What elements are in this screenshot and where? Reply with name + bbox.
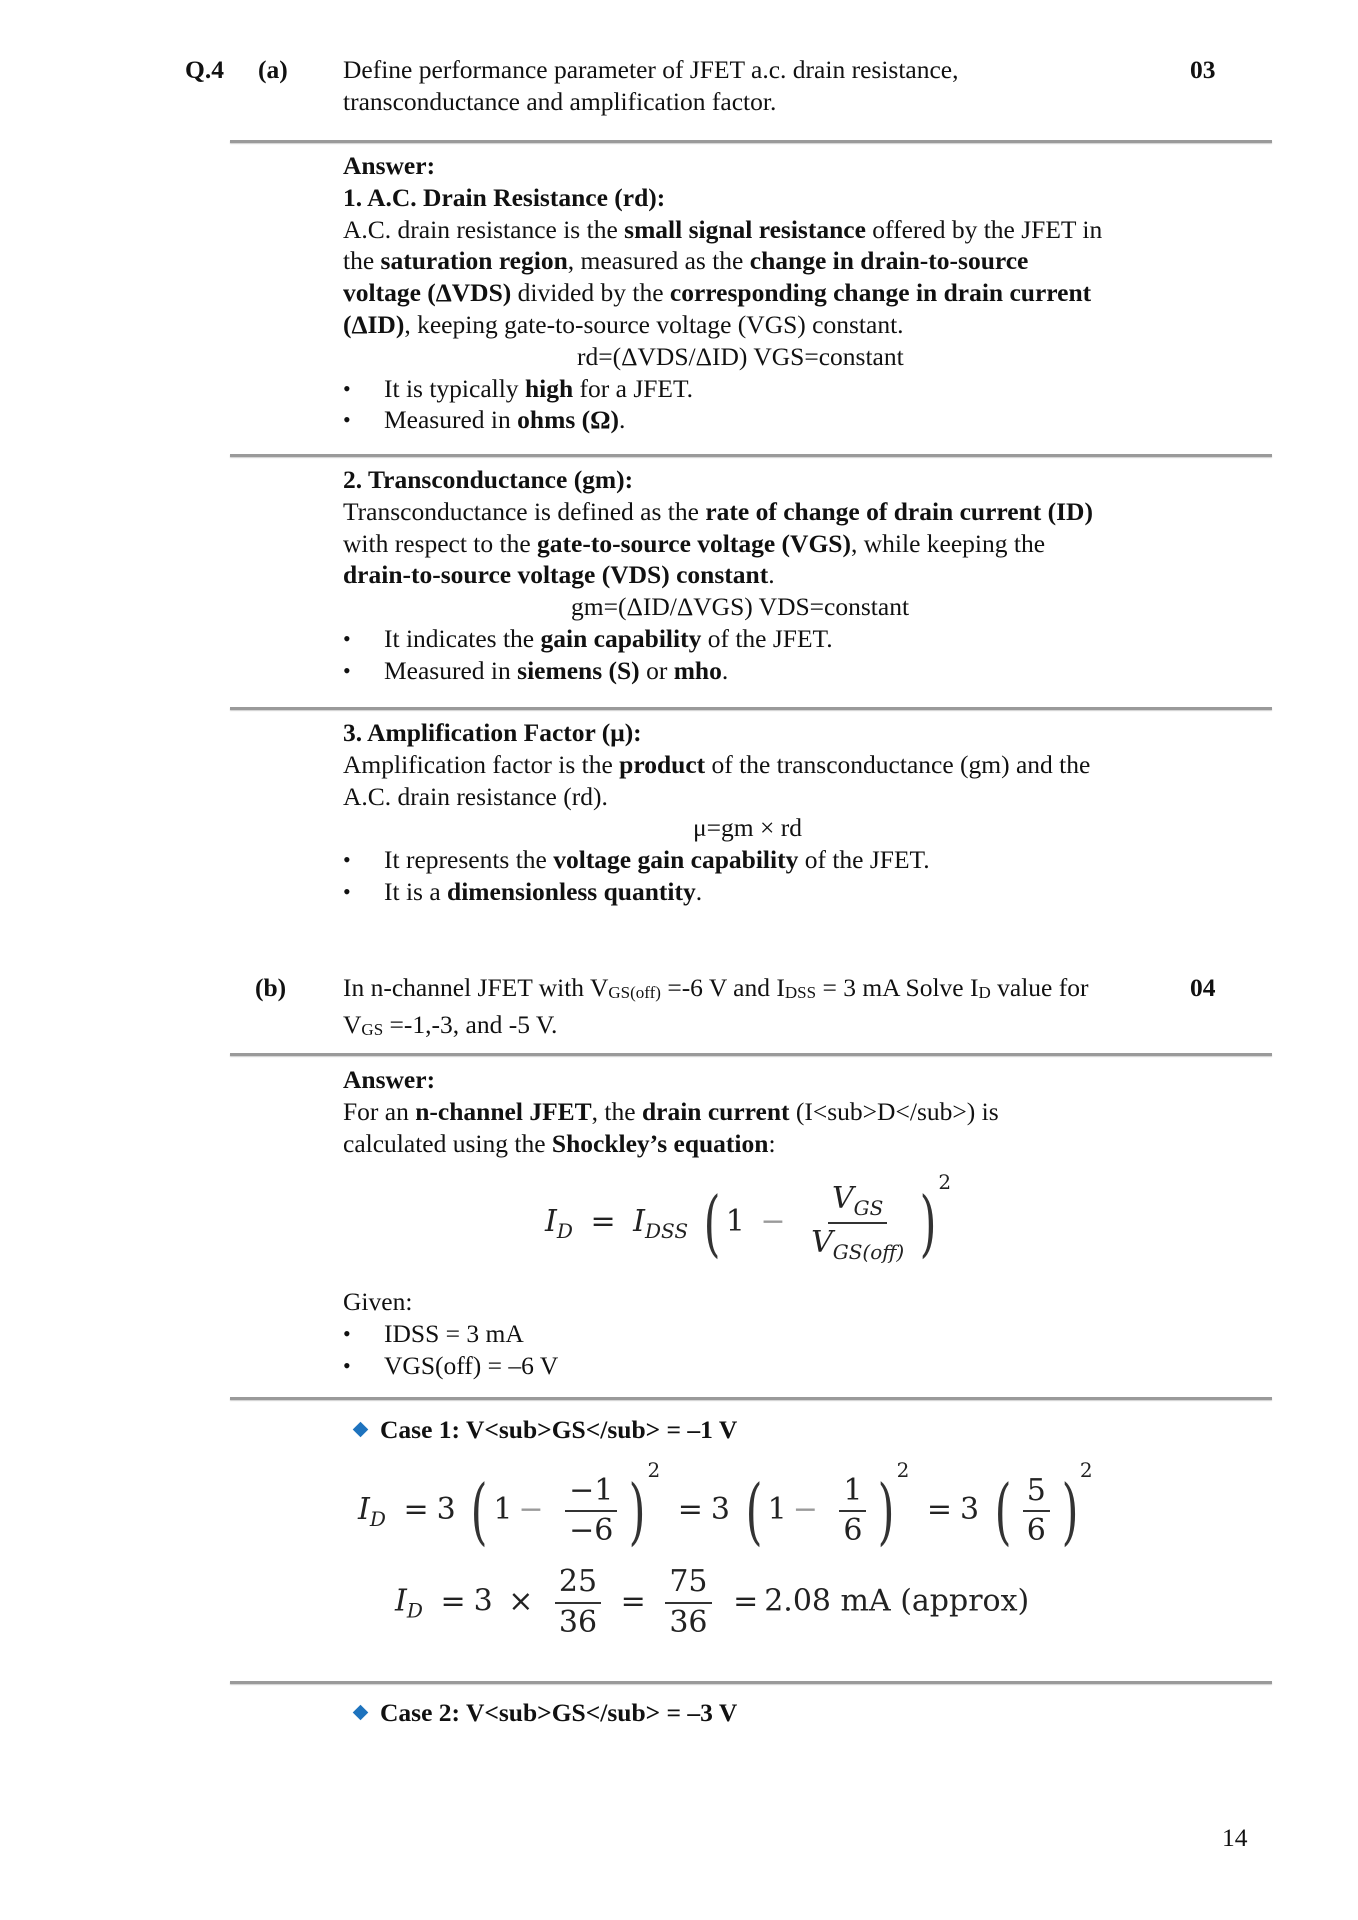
shockley-equation: $I_D = I_{DSS}$ ( 1 − $\frac{V_{GS}}{V_{GS(off)}}$ )$^2$ xyxy=(545,1170,952,1265)
divider xyxy=(230,140,1272,143)
case-1-title: Case 1: V<sub>GS</sub> = –1 V xyxy=(355,1414,737,1446)
part-b-question xyxy=(343,972,1089,1046)
list-item: • VGS(off) = –6 V xyxy=(343,1350,1243,1382)
answer-section-2 xyxy=(343,464,1243,687)
list-item: • Measured in ohms (Ω). xyxy=(343,404,1243,436)
list-item: • IDSS = 3 mA xyxy=(343,1318,1243,1350)
divider xyxy=(230,1397,1272,1400)
part-b-intro-line: For an n-channel JFET, the drain current (I<sub>D</sub>) is xyxy=(343,1096,999,1126)
case-1-equation-2: $I_D = 3$ × $\frac{25}{36}$ = $\frac{75}{36}$ = 2.08 mA (approx) xyxy=(395,1564,1030,1640)
section-2-heading: 2. Transconductance (gm): xyxy=(343,465,634,494)
part-b-question-line1: In n-channel JFET with $V_{GS(off)} =-6$ V and $I_{DSS} = 3$ mA Solve $I_D$ value for xyxy=(343,973,1089,1002)
divider xyxy=(230,707,1272,710)
diamond-bullet-icon xyxy=(353,1705,369,1721)
section-1-paragraph-line: voltage (ΔVDS) divided by the corresponding change in drain current xyxy=(343,278,1092,308)
section-3-paragraph-line: Amplification factor is the product of the transconductance (gm) and the xyxy=(343,749,1091,779)
section-1-paragraph-line: (ΔID), keeping gate-to-source voltage (VGS) constant. xyxy=(343,309,904,339)
part-b-marks: 04 xyxy=(1190,973,1216,1002)
section-1-heading: 1. A.C. Drain Resistance (rd): xyxy=(343,182,666,212)
section-1-formula: rd=(ΔVDS/ΔID) VGS=constant xyxy=(577,341,904,371)
list-item: • Measured in siemens (S) or mho. xyxy=(343,655,1243,687)
part-a-question xyxy=(343,54,959,118)
answer-label: Answer: xyxy=(343,151,436,180)
question-number: Q.4 xyxy=(185,55,224,84)
section-2-paragraph-line: Transconductance is defined as the rate of change of drain current (ID) xyxy=(343,496,1093,526)
part-b-intro-line: calculated using the Shockley’s equation: xyxy=(343,1128,776,1158)
diamond-bullet-icon xyxy=(353,1422,369,1438)
part-a-label: (a) xyxy=(258,55,288,84)
answer-label: Answer: xyxy=(343,1065,436,1094)
given-block xyxy=(343,1286,1243,1381)
list-item: • It indicates the gain capability of the JFET. xyxy=(343,623,1243,655)
section-2-paragraph-line: with respect to the gate-to-source voltage (VGS), while keeping the xyxy=(343,528,1046,558)
given-label: Given: xyxy=(343,1287,413,1316)
section-1-paragraph-line: A.C. drain resistance is the small signal resistance offered by the JFET in xyxy=(343,214,1103,244)
section-1-paragraph-line: the saturation region, measured as the change in drain-to-source xyxy=(343,246,1029,276)
part-b-answer xyxy=(343,1064,1243,1159)
section-3-paragraph-line: A.C. drain resistance (rd). xyxy=(343,781,608,811)
section-2-paragraph-line: drain-to-source voltage (VDS) constant. xyxy=(343,560,775,590)
answer-section-1 xyxy=(343,150,1243,436)
part-a-question-line2: transconductance and amplification factor. xyxy=(343,86,777,116)
list-item: • It represents the voltage gain capability of the JFET. xyxy=(343,844,1243,876)
case-2-title: Case 2: V<sub>GS</sub> = –3 V xyxy=(355,1697,737,1729)
case-1-equation-1: $I_D = 3$ ( 1 − $\frac{-1}{-6}$ )$^2$ = 3 ( 1 − $\frac{1}{6}$ )$^2$ = 3 ( $\frac{5}{6}$ )$^2$ xyxy=(358,1458,1093,1553)
list-item: • It is typically high for a JFET. xyxy=(343,373,1243,405)
part-a-marks: 03 xyxy=(1190,55,1216,84)
part-a-question-line1: Define performance parameter of JFET a.c. drain resistance, xyxy=(343,55,959,84)
part-b-question-line2: $V_{GS} =-1,-3$, and -5 V. xyxy=(343,1009,558,1039)
answer-section-3 xyxy=(343,717,1243,908)
section-3-heading: 3. Amplification Factor (μ): xyxy=(343,718,642,747)
part-b-label: (b) xyxy=(255,973,287,1002)
divider xyxy=(230,1053,1272,1056)
section-2-formula: gm=(ΔID/ΔVGS) VDS=constant xyxy=(571,592,910,622)
list-item: • It is a dimensionless quantity. xyxy=(343,876,1243,908)
divider xyxy=(230,1681,1272,1684)
page-number: 14 xyxy=(1222,1823,1248,1852)
section-3-formula: μ=gm × rd xyxy=(693,813,803,843)
divider xyxy=(230,454,1272,457)
